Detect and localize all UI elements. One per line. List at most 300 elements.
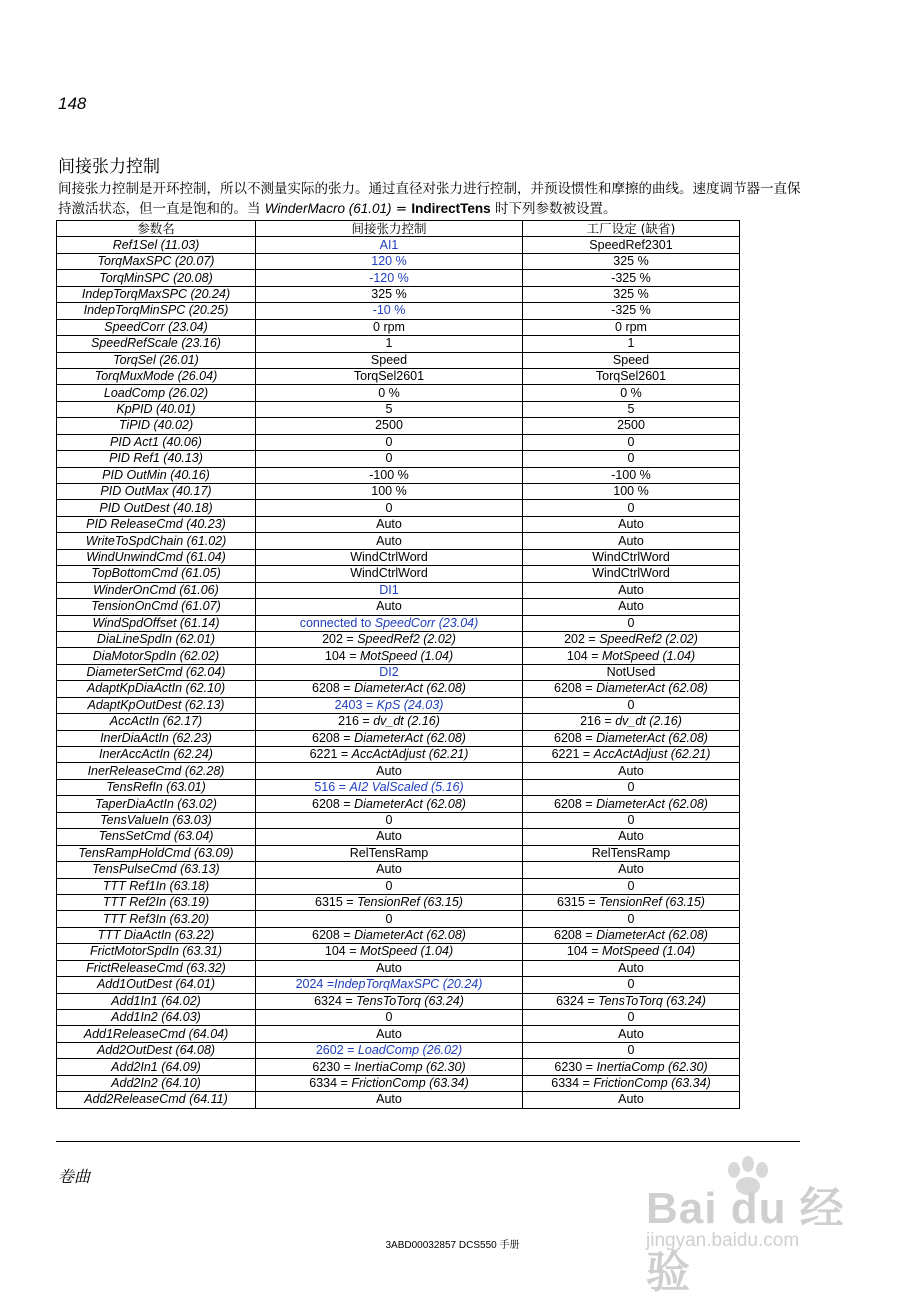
cell-reference: DiameterAct (62.08) bbox=[354, 928, 466, 943]
factory-default-cell bbox=[523, 648, 740, 664]
cell-value: 6208 = bbox=[312, 730, 351, 745]
param-name-cell: Ref1Sel (11.03) bbox=[57, 237, 256, 253]
cell-reference: FrictionComp (63.34) bbox=[593, 1075, 711, 1090]
param-name-cell: TorqSel (26.01) bbox=[57, 352, 256, 368]
cell-value: -325 % bbox=[611, 270, 651, 285]
cell-reference: SpeedRef2 (2.02) bbox=[357, 632, 456, 647]
cell-value: 325 % bbox=[371, 286, 407, 301]
table-row bbox=[57, 631, 740, 647]
table-row bbox=[57, 1059, 740, 1075]
table-row bbox=[57, 894, 740, 910]
factory-default-cell bbox=[523, 451, 740, 467]
cell-value: Auto bbox=[376, 829, 402, 844]
cell-value: WindCtrlWord bbox=[592, 566, 670, 581]
factory-default-cell bbox=[523, 878, 740, 894]
factory-default-cell bbox=[523, 500, 740, 516]
cell-value: 0 bbox=[385, 451, 393, 466]
cell-value: AI1 bbox=[379, 237, 399, 252]
cell-value: 6230 = bbox=[312, 1059, 351, 1074]
cell-value: 6208 = bbox=[554, 928, 593, 943]
cell-value: Speed bbox=[612, 352, 650, 367]
param-name-cell: TTT Ref3In (63.20) bbox=[57, 911, 256, 927]
cell-reference: TensToTorq (63.24) bbox=[598, 993, 706, 1008]
param-name-cell: IndepTorqMaxSPC (20.24) bbox=[57, 286, 256, 302]
indirect-tension-cell bbox=[256, 878, 523, 894]
cell-value: 0 rpm bbox=[373, 319, 405, 334]
cell-reference: MotSpeed (1.04) bbox=[602, 648, 696, 663]
indirect-tension-cell bbox=[256, 352, 523, 368]
header-param-name: 参数名 bbox=[57, 221, 256, 237]
param-name-cell: DiameterSetCmd (62.04) bbox=[57, 664, 256, 680]
param-name-cell: AdaptKpOutDest (62.13) bbox=[57, 697, 256, 713]
cell-value: RelTensRamp bbox=[349, 845, 429, 860]
table-row bbox=[57, 845, 740, 861]
cell-value: 0 bbox=[385, 500, 393, 515]
cell-value: -120 % bbox=[369, 270, 409, 285]
factory-default-cell bbox=[523, 599, 740, 615]
cell-value: 100 % bbox=[613, 484, 649, 499]
cell-value: 0 bbox=[627, 1043, 635, 1058]
factory-default-cell bbox=[523, 1075, 740, 1091]
param-name-cell: WinderOnCmd (61.06) bbox=[57, 582, 256, 598]
param-name-cell: PID Act1 (40.06) bbox=[57, 434, 256, 450]
factory-default-cell bbox=[523, 582, 740, 598]
factory-default-cell bbox=[523, 286, 740, 302]
cell-reference: KpS (24.03) bbox=[376, 697, 444, 712]
param-name-cell: KpPID (40.01) bbox=[57, 401, 256, 417]
indirect-tension-cell bbox=[256, 237, 523, 253]
cell-value: 325 % bbox=[613, 286, 649, 301]
param-name-cell: SpeedRefScale (23.16) bbox=[57, 336, 256, 352]
cell-value: Auto bbox=[618, 862, 644, 877]
indirect-tension-cell bbox=[256, 648, 523, 664]
indirect-tension-cell bbox=[256, 319, 523, 335]
intro-value: IndirectTens bbox=[411, 201, 491, 216]
intro-equals: = bbox=[391, 201, 412, 217]
table-row bbox=[57, 599, 740, 615]
indirect-tension-cell bbox=[256, 582, 523, 598]
parameter-table bbox=[56, 220, 740, 1109]
table-row bbox=[57, 1075, 740, 1091]
intro-macro: WinderMacro (61.01) bbox=[264, 201, 392, 216]
table-row bbox=[57, 812, 740, 828]
indirect-tension-cell bbox=[256, 270, 523, 286]
cell-reference: LoadComp (26.02) bbox=[357, 1043, 463, 1058]
cell-value: 6324 = bbox=[314, 993, 353, 1008]
cell-value: DI1 bbox=[379, 582, 399, 597]
table-row bbox=[57, 1092, 740, 1108]
cell-value: 0 % bbox=[378, 385, 400, 400]
cell-value: Auto bbox=[376, 960, 402, 975]
cell-value: 6334 = bbox=[551, 1075, 590, 1090]
param-name-cell: Add2ReleaseCmd (64.11) bbox=[57, 1092, 256, 1108]
table-row bbox=[57, 911, 740, 927]
indirect-tension-cell bbox=[256, 549, 523, 565]
table-row bbox=[57, 977, 740, 993]
cell-reference: dv_dt (2.16) bbox=[373, 714, 440, 729]
factory-default-cell bbox=[523, 845, 740, 861]
cell-value: -100 % bbox=[369, 467, 409, 482]
table-row bbox=[57, 533, 740, 549]
table-row bbox=[57, 1026, 740, 1042]
indirect-tension-cell bbox=[256, 368, 523, 384]
table-body bbox=[57, 237, 740, 1108]
factory-default-cell bbox=[523, 812, 740, 828]
cell-value: 2403 = bbox=[334, 697, 374, 712]
indirect-tension-cell bbox=[256, 1042, 523, 1058]
table-row bbox=[57, 862, 740, 878]
cell-value: 0 rpm bbox=[615, 319, 647, 334]
table-row bbox=[57, 500, 740, 516]
cell-value: Auto bbox=[618, 533, 644, 548]
factory-default-cell bbox=[523, 418, 740, 434]
indirect-tension-cell bbox=[256, 467, 523, 483]
table-row bbox=[57, 237, 740, 253]
watermark-brand: Bai du 经验 bbox=[646, 1184, 845, 1297]
table-row bbox=[57, 286, 740, 302]
factory-default-cell bbox=[523, 484, 740, 500]
factory-default-cell bbox=[523, 270, 740, 286]
indirect-tension-cell bbox=[256, 763, 523, 779]
param-name-cell: SpeedCorr (23.04) bbox=[57, 319, 256, 335]
table-row bbox=[57, 829, 740, 845]
indirect-tension-cell bbox=[256, 566, 523, 582]
param-name-cell: TensRampHoldCmd (63.09) bbox=[57, 845, 256, 861]
cell-reference: DiameterAct (62.08) bbox=[354, 681, 466, 696]
intro-paragraph bbox=[58, 180, 803, 219]
footer-divider bbox=[56, 1141, 800, 1142]
factory-default-cell bbox=[523, 714, 740, 730]
table-row bbox=[57, 385, 740, 401]
indirect-tension-cell bbox=[256, 862, 523, 878]
table-row bbox=[57, 779, 740, 795]
param-name-cell: TTT Ref1In (63.18) bbox=[57, 878, 256, 894]
factory-default-cell bbox=[523, 368, 740, 384]
indirect-tension-cell bbox=[256, 599, 523, 615]
indirect-tension-cell bbox=[256, 993, 523, 1009]
table-row bbox=[57, 615, 740, 631]
table-row bbox=[57, 368, 740, 384]
table-row bbox=[57, 467, 740, 483]
param-name-cell: TorqMinSPC (20.08) bbox=[57, 270, 256, 286]
factory-default-cell bbox=[523, 237, 740, 253]
cell-value: 0 bbox=[385, 812, 393, 827]
cell-value: 6315 = bbox=[315, 895, 354, 910]
cell-reference: InertiaComp (62.30) bbox=[354, 1059, 466, 1074]
cell-value: 0 bbox=[627, 812, 635, 827]
cell-value: 6208 = bbox=[554, 730, 593, 745]
cell-value: Auto bbox=[618, 582, 644, 597]
factory-default-cell bbox=[523, 681, 740, 697]
table-row bbox=[57, 730, 740, 746]
factory-default-cell bbox=[523, 960, 740, 976]
indirect-tension-cell bbox=[256, 730, 523, 746]
table-row bbox=[57, 418, 740, 434]
indirect-tension-cell bbox=[256, 303, 523, 319]
cell-value: 6315 = bbox=[557, 895, 596, 910]
cell-value: Auto bbox=[376, 1092, 402, 1107]
cell-value: 104 = bbox=[324, 944, 357, 959]
param-name-cell: InerDiaActIn (62.23) bbox=[57, 730, 256, 746]
cell-reference: DiameterAct (62.08) bbox=[354, 730, 466, 745]
footer-document-id: 3ABD00032857 DCS550 手册 bbox=[385, 1240, 520, 1251]
cell-reference: AI2 ValScaled (5.16) bbox=[349, 780, 464, 795]
table-row bbox=[57, 747, 740, 763]
factory-default-cell bbox=[523, 434, 740, 450]
indirect-tension-cell bbox=[256, 484, 523, 500]
cell-value: 120 % bbox=[371, 254, 407, 269]
param-name-cell: Add1OutDest (64.01) bbox=[57, 977, 256, 993]
indirect-tension-cell bbox=[256, 796, 523, 812]
cell-value: -10 % bbox=[372, 303, 406, 318]
cell-value: 1 bbox=[385, 336, 393, 351]
footer-chapter: 卷曲 bbox=[58, 1167, 91, 1186]
table-row bbox=[57, 1010, 740, 1026]
cell-value: 6334 = bbox=[309, 1075, 348, 1090]
indirect-tension-cell bbox=[256, 829, 523, 845]
table-row bbox=[57, 336, 740, 352]
param-name-cell: FrictReleaseCmd (63.32) bbox=[57, 960, 256, 976]
factory-default-cell bbox=[523, 401, 740, 417]
factory-default-cell bbox=[523, 566, 740, 582]
indirect-tension-cell bbox=[256, 434, 523, 450]
cell-value: 5 bbox=[627, 402, 635, 417]
cell-value: 104 = bbox=[566, 648, 599, 663]
cell-value: 0 bbox=[385, 434, 393, 449]
param-name-cell: Add2In2 (64.10) bbox=[57, 1075, 256, 1091]
param-name-cell: PID ReleaseCmd (40.23) bbox=[57, 516, 256, 532]
table-row bbox=[57, 697, 740, 713]
indirect-tension-cell bbox=[256, 451, 523, 467]
table-row bbox=[57, 319, 740, 335]
cell-reference: DiameterAct (62.08) bbox=[354, 796, 466, 811]
param-name-cell: Add1In2 (64.03) bbox=[57, 1010, 256, 1026]
param-name-cell: PID OutMax (40.17) bbox=[57, 484, 256, 500]
table-row bbox=[57, 1042, 740, 1058]
factory-default-cell bbox=[523, 862, 740, 878]
param-name-cell: InerAccActIn (62.24) bbox=[57, 747, 256, 763]
factory-default-cell bbox=[523, 533, 740, 549]
cell-value: 0 bbox=[627, 434, 635, 449]
indirect-tension-cell bbox=[256, 845, 523, 861]
table-row bbox=[57, 434, 740, 450]
cell-value: 6208 = bbox=[554, 681, 593, 696]
factory-default-cell bbox=[523, 697, 740, 713]
indirect-tension-cell bbox=[256, 615, 523, 631]
table-row bbox=[57, 516, 740, 532]
cell-value: Auto bbox=[618, 829, 644, 844]
factory-default-cell bbox=[523, 631, 740, 647]
cell-value: 6208 = bbox=[312, 796, 351, 811]
indirect-tension-cell bbox=[256, 944, 523, 960]
cell-reference: TensToTorq (63.24) bbox=[356, 993, 464, 1008]
cell-value: 0 bbox=[627, 1010, 635, 1025]
page-number: 148 bbox=[58, 94, 87, 113]
factory-default-cell bbox=[523, 1026, 740, 1042]
factory-default-cell bbox=[523, 1059, 740, 1075]
param-name-cell: TensRefIn (63.01) bbox=[57, 779, 256, 795]
cell-value: 6208 = bbox=[554, 796, 593, 811]
table-row bbox=[57, 681, 740, 697]
cell-value: Auto bbox=[376, 599, 402, 614]
cell-reference: MotSpeed (1.04) bbox=[360, 944, 454, 959]
indirect-tension-cell bbox=[256, 1010, 523, 1026]
indirect-tension-cell bbox=[256, 1026, 523, 1042]
factory-default-cell bbox=[523, 894, 740, 910]
table-row bbox=[57, 993, 740, 1009]
cell-value: 0 bbox=[627, 878, 635, 893]
cell-value: WindCtrlWord bbox=[350, 566, 428, 581]
cell-value: 104 = bbox=[324, 648, 357, 663]
param-name-cell: TensValueIn (63.03) bbox=[57, 812, 256, 828]
cell-reference: SpeedRef2 (2.02) bbox=[599, 632, 698, 647]
factory-default-cell bbox=[523, 352, 740, 368]
cell-value: connected to bbox=[299, 615, 372, 630]
cell-value: 6324 = bbox=[556, 993, 595, 1008]
factory-default-cell bbox=[523, 549, 740, 565]
factory-default-cell bbox=[523, 615, 740, 631]
cell-value: SpeedRef2301 bbox=[589, 237, 673, 252]
cell-reference: TensionRef (63.15) bbox=[599, 895, 705, 910]
cell-reference: AccActAdjust (62.21) bbox=[593, 747, 711, 762]
cell-value: 0 bbox=[627, 977, 635, 992]
cell-value: Auto bbox=[376, 533, 402, 548]
cell-value: 0 % bbox=[620, 385, 642, 400]
cell-reference: MotSpeed (1.04) bbox=[602, 944, 696, 959]
table-header-row bbox=[57, 221, 740, 237]
cell-value: 6230 = bbox=[554, 1059, 593, 1074]
cell-reference: DiameterAct (62.08) bbox=[596, 681, 708, 696]
cell-value: 0 bbox=[627, 451, 635, 466]
param-name-cell: Add1ReleaseCmd (64.04) bbox=[57, 1026, 256, 1042]
indirect-tension-cell bbox=[256, 500, 523, 516]
indirect-tension-cell bbox=[256, 960, 523, 976]
indirect-tension-cell bbox=[256, 812, 523, 828]
param-name-cell: TensionOnCmd (61.07) bbox=[57, 599, 256, 615]
cell-value: 0 bbox=[385, 878, 393, 893]
cell-value: 0 bbox=[627, 697, 635, 712]
cell-value: WindCtrlWord bbox=[350, 549, 428, 564]
factory-default-cell bbox=[523, 927, 740, 943]
cell-value: 516 = bbox=[314, 780, 346, 795]
factory-default-cell bbox=[523, 336, 740, 352]
cell-value: Auto bbox=[618, 1092, 644, 1107]
cell-value: Auto bbox=[618, 599, 644, 614]
param-name-cell: WindSpdOffset (61.14) bbox=[57, 615, 256, 631]
param-name-cell: InerReleaseCmd (62.28) bbox=[57, 763, 256, 779]
param-name-cell: LoadComp (26.02) bbox=[57, 385, 256, 401]
table-row bbox=[57, 927, 740, 943]
indirect-tension-cell bbox=[256, 1092, 523, 1108]
param-name-cell: AccActIn (62.17) bbox=[57, 714, 256, 730]
cell-value: 2024 = bbox=[295, 977, 335, 992]
param-name-cell: TensSetCmd (63.04) bbox=[57, 829, 256, 845]
factory-default-cell bbox=[523, 664, 740, 680]
param-name-cell: TTT DiaActIn (63.22) bbox=[57, 927, 256, 943]
cell-reference: FrictionComp (63.34) bbox=[351, 1075, 469, 1090]
indirect-tension-cell bbox=[256, 911, 523, 927]
indirect-tension-cell bbox=[256, 401, 523, 417]
table-row bbox=[57, 549, 740, 565]
cell-value: 2500 bbox=[375, 418, 403, 433]
cell-value: 6208 = bbox=[312, 928, 351, 943]
param-name-cell: Add2OutDest (64.08) bbox=[57, 1042, 256, 1058]
factory-default-cell bbox=[523, 779, 740, 795]
cell-value: WindCtrlWord bbox=[592, 549, 670, 564]
factory-default-cell bbox=[523, 944, 740, 960]
table-row bbox=[57, 401, 740, 417]
table-row bbox=[57, 796, 740, 812]
cell-value: 2500 bbox=[617, 418, 645, 433]
param-name-cell: TorqMaxSPC (20.07) bbox=[57, 253, 256, 269]
indirect-tension-cell bbox=[256, 697, 523, 713]
section-title: 间接张力控制 bbox=[58, 157, 160, 177]
factory-default-cell bbox=[523, 829, 740, 845]
factory-default-cell bbox=[523, 319, 740, 335]
indirect-tension-cell bbox=[256, 631, 523, 647]
factory-default-cell bbox=[523, 467, 740, 483]
cell-value: Auto bbox=[618, 517, 644, 532]
cell-reference: AccActAdjust (62.21) bbox=[351, 747, 469, 762]
factory-default-cell bbox=[523, 253, 740, 269]
cell-value: -325 % bbox=[611, 303, 651, 318]
cell-value: Auto bbox=[376, 862, 402, 877]
param-name-cell: TorqMuxMode (26.04) bbox=[57, 368, 256, 384]
cell-value: 1 bbox=[627, 336, 635, 351]
indirect-tension-cell bbox=[256, 516, 523, 532]
factory-default-cell bbox=[523, 796, 740, 812]
cell-value: NotUsed bbox=[606, 665, 656, 680]
table-row bbox=[57, 582, 740, 598]
param-name-cell: TopBottomCmd (61.05) bbox=[57, 566, 256, 582]
cell-value: -100 % bbox=[611, 467, 651, 482]
cell-value: 0 bbox=[385, 1010, 393, 1025]
table-row bbox=[57, 878, 740, 894]
cell-value: Auto bbox=[618, 1026, 644, 1041]
cell-value: 325 % bbox=[613, 254, 649, 269]
cell-reference: TensionRef (63.15) bbox=[357, 895, 463, 910]
cell-value: 216 = bbox=[580, 714, 612, 729]
indirect-tension-cell bbox=[256, 253, 523, 269]
indirect-tension-cell bbox=[256, 1059, 523, 1075]
cell-value: Auto bbox=[618, 763, 644, 778]
table-row bbox=[57, 763, 740, 779]
watermark bbox=[640, 1150, 870, 1297]
param-name-cell: TiPID (40.02) bbox=[57, 418, 256, 434]
watermark-url: jingyan.baidu.com bbox=[646, 1230, 800, 1251]
cell-value: TorqSel2601 bbox=[595, 369, 667, 384]
indirect-tension-cell bbox=[256, 418, 523, 434]
cell-value: 0 bbox=[385, 911, 393, 926]
indirect-tension-cell bbox=[256, 779, 523, 795]
indirect-tension-cell bbox=[256, 1075, 523, 1091]
factory-default-cell bbox=[523, 303, 740, 319]
header-indirect-tension: 间接张力控制 bbox=[256, 221, 523, 237]
param-name-cell: IndepTorqMinSPC (20.25) bbox=[57, 303, 256, 319]
indirect-tension-cell bbox=[256, 385, 523, 401]
cell-reference: DiameterAct (62.08) bbox=[596, 796, 708, 811]
indirect-tension-cell bbox=[256, 894, 523, 910]
table-row bbox=[57, 253, 740, 269]
table-row bbox=[57, 714, 740, 730]
table-row bbox=[57, 451, 740, 467]
param-name-cell: TensPulseCmd (63.13) bbox=[57, 862, 256, 878]
cell-reference: SpeedCorr (23.04) bbox=[374, 615, 479, 630]
cell-value: Speed bbox=[370, 352, 408, 367]
cell-value: 5 bbox=[385, 402, 393, 417]
table-row bbox=[57, 484, 740, 500]
indirect-tension-cell bbox=[256, 681, 523, 697]
